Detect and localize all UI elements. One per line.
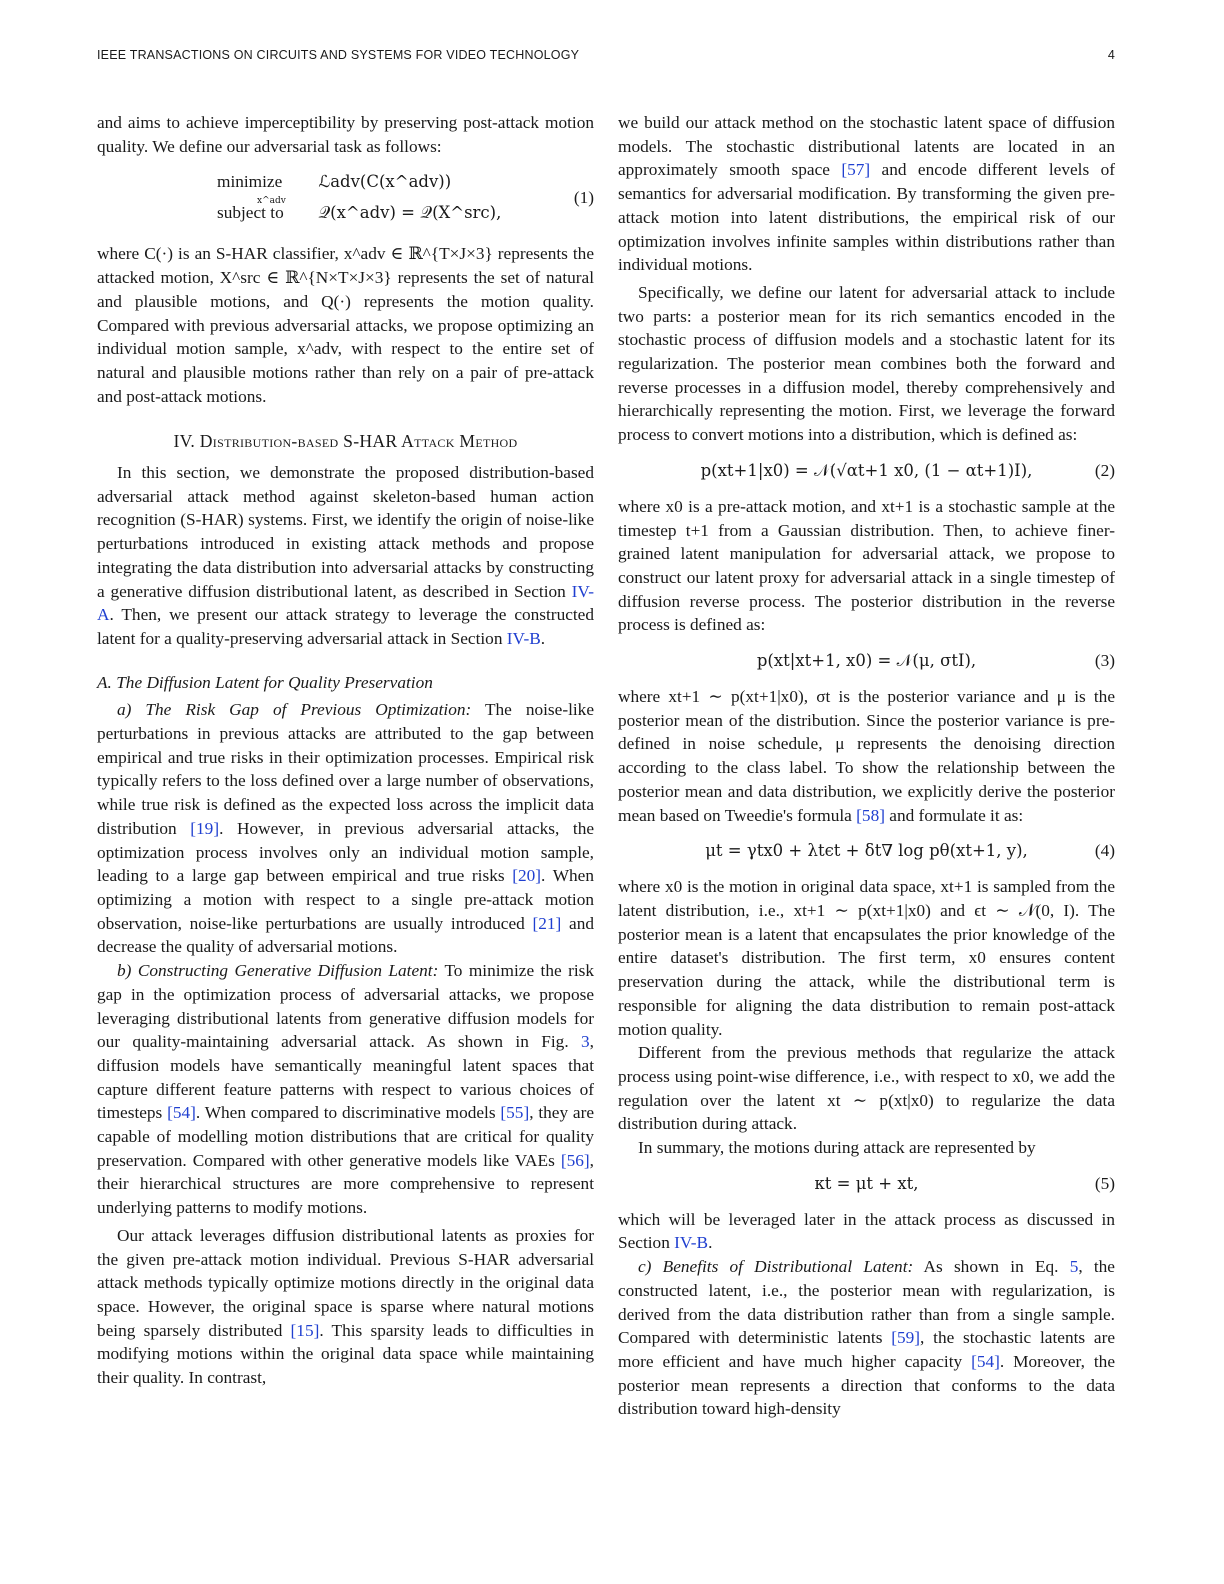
section-intro-paragraph <box>97 461 594 651</box>
where-paragraph: where C(·) is an S-HAR classifier, x^adv ∈ ℝ^{T×J×3} represents the attacked motion, X^src ∈ ℝ^{N×T×J×3} represents the set of natural and plausible motions, and Q(·) represents the motion quality. Compared with previous adversarial attacks, we propose optimizing an individual motion sample, x^adv, with respect to the entire set of natural and plausible motions rather than rely on a pair of pre-attack and post-attack motions. <box>97 244 594 406</box>
subsection-heading: A. The Diffusion Latent for Quality Preservation <box>97 672 433 692</box>
page-number: 4 <box>1107 48 1115 62</box>
equation-2 <box>618 459 1115 483</box>
eq1-min-subscript: x^adv <box>257 196 286 207</box>
regularization-paragraph: Different from the previous methods that regularize the attack process using point-wise difference, i.e., with respect to x0, we add the regulation over the latent xt ∼ p(xt|x0) to regularize the data distribution during attack. <box>618 1043 1115 1134</box>
section-heading: IV. Distribution-based S-HAR Attack Method <box>173 431 518 452</box>
text-run: , they are capable of modelling motion distributions that are critical for quality preservation. Compared with other generative models like VAEs <box>97 1103 594 1170</box>
citation-54-b[interactable]: [54] <box>971 1351 1000 1371</box>
eq5-body: κt = μt + xt, <box>814 1173 919 1193</box>
eq2-body: p(xt+1|x0) = 𝒩(√αt+1 x0, (1 − αt+1)I), <box>700 460 1033 480</box>
equation-4 <box>618 839 1115 863</box>
text-run: and decrease the quality of adversarial motions. <box>97 913 594 957</box>
eq1-number: (1) <box>573 188 594 208</box>
eq1-objective: ℒadv(C(x^adv)) <box>318 172 452 192</box>
right-column <box>618 111 1115 1421</box>
journal-title: IEEE TRANSACTIONS ON CIRCUITS AND SYSTEMS FOR VIDEO TECHNOLOGY <box>97 48 580 62</box>
citation-56[interactable]: [56] <box>560 1150 590 1170</box>
ref-section-iva[interactable]: IV-A <box>97 581 594 625</box>
text-run: , the constructed latent, i.e., the posterior mean with regularization, is derived from the data distribution rather than from a single sample. Compared with deterministic latents <box>618 1257 1115 1348</box>
forward-process-paragraph: where x0 is a pre-attack motion, and xt+1 is a stochastic sample at the timestep t+1 from a Gaussian distribution. Then, to achieve finer-grained latent manipulation for adversarial attack, we propose to construct our latent proxy for adversarial attack in a single timestep of diffusion reverse process. The posterior distribution in the reverse process is defined as: <box>618 496 1115 635</box>
citation-55[interactable]: [55] <box>500 1103 530 1123</box>
text-run: , the stochastic latents are more efficient and have much higher capacity <box>618 1328 1115 1371</box>
text-run: we build our attack method on the stochastic latent space of diffusion models. The stochastic distributional latents are located in an approximately smooth space <box>618 113 1115 180</box>
citation-21[interactable]: [21] <box>532 913 562 933</box>
attack-proxy-paragraph <box>97 1224 594 1390</box>
running-header <box>97 48 1115 66</box>
text-run: . This sparsity leads to difficulties in modifying motions within the original data space while maintaining their quality. In contrast, <box>97 1320 594 1388</box>
eq1-constraint: 𝒬(x^adv) = 𝒬(X^src), <box>318 203 502 223</box>
equation-3 <box>618 649 1115 673</box>
paragraph-heading: a) The Risk Gap of Previous Optimization: <box>117 700 472 720</box>
text-run: and formulate it as: <box>884 805 1024 825</box>
text-run: , diffusion models have semantically meaningful latent spaces that capture different feature patterns with respect to various choices of timesteps <box>97 1032 594 1123</box>
ref-equation-5[interactable]: 5 <box>1069 1257 1079 1277</box>
text-run: Our attack leverages diffusion distributional latents as proxies for the given pre-attack motion individual. Previous S-HAR adversarial attack methods typically optimize motions directly in the original data space. However, the original space is sparse where natural motions being sparsely distributed <box>97 1225 594 1340</box>
eq1-minimize-label: minimize <box>217 172 283 192</box>
ref-section-ivb-2[interactable]: IV-B <box>674 1233 709 1253</box>
eq3-body: p(xt|xt+1, x0) = 𝒩(μ, σtI), <box>756 651 977 671</box>
eq5-number: (5) <box>1094 1173 1115 1193</box>
equation-5 <box>618 1172 1115 1196</box>
risk-gap-paragraph <box>97 698 594 959</box>
eq3-number: (3) <box>1094 651 1115 671</box>
text-run: . Moreover, the posterior mean represents a direction that conforms to the data distribution toward high-density <box>618 1351 1115 1419</box>
text-run: . However, in previous adversarial attacks, the optimization process involves only an individual motion sample, leading to a large gap between empirical and true risks <box>97 818 595 886</box>
text-run: The noise-like perturbations in previous attacks are attributed to the gap between empirical and true risks in their optimization processes. Empirical risk typically refers to the loss defined over a large number of observations, while true risk is defined as the expected loss across the implicit data distribution <box>97 700 594 838</box>
latent-definition-paragraph: Specifically, we define our latent for adversarial attack to include two parts: a posterior mean for its rich semantics encoded in the stochastic process of diffusion models and a stochastic latent for its regularization. The posterior mean combines both the forward and reverse processes in a diffusion model, thereby comprehensively and hierarchically representing the motion. First, we leverage the forward process to convert motions into a distribution, which is defined as: <box>618 282 1115 445</box>
text-run: . Then, we present our attack strategy to leverage the constructed latent for a quality-preserving adversarial attack in Section <box>97 605 594 648</box>
citation-54[interactable]: [54] <box>167 1103 196 1123</box>
posterior-paragraph <box>618 685 1115 827</box>
equation-1 <box>97 168 594 232</box>
ref-section-ivb[interactable]: IV-B <box>506 628 541 648</box>
text-run: where xt+1 ∼ p(xt+1|x0), σt is the posterior variance and μ is the posterior mean of the distribution. Since the posterior variance is pre-defined in noise schedule, μ represents the denoising direction according to the class label. To show the relationship between the posterior mean and data distribution, we explicitly derive the posterior mean based on Tweedie's formula <box>618 687 1115 825</box>
text-run: To minimize the risk gap in the optimization process of adversarial attacks, we propose leveraging distributional latents from generative diffusion models for our quality-maintaining adversarial attack. As shown in Fig. <box>97 961 594 1052</box>
citation-58[interactable]: [58] <box>856 805 885 825</box>
latent-space-paragraph <box>618 111 1115 277</box>
eq4-number: (4) <box>1094 841 1115 861</box>
text-run: which will be leveraged later in the attack process as discussed in Section <box>618 1209 1115 1253</box>
text-run: In this section, we demonstrate the proposed distribution-based adversarial attack method against skeleton-based human action recognition (S-HAR) systems. First, we identify the origin of noise-like perturbations introduced in existing attack methods and propose integrating the data distribution into adversarial attacks by constructing a generative diffusion distributional latent, as described in Section <box>97 463 594 601</box>
intro-paragraph: and aims to achieve imperceptibility by preserving post-attack motion quality. We define our adversarial task as follows: <box>97 113 594 156</box>
citation-59[interactable]: [59] <box>891 1328 921 1348</box>
eq2-number: (2) <box>1094 460 1115 480</box>
text-run: , their hierarchical structures are more comprehensive to represent underlying patterns to modify motions. <box>97 1150 594 1218</box>
constructing-latent-paragraph <box>97 959 594 1220</box>
citation-20[interactable]: [20] <box>512 866 542 886</box>
citation-19[interactable]: [19] <box>190 818 220 838</box>
summary-paragraph: In summary, the motions during attack are represented by <box>638 1138 1036 1158</box>
citation-57[interactable]: [57] <box>841 160 871 180</box>
text-run: As shown in Eq. <box>913 1257 1070 1277</box>
text-run: and encode different levels of semantics for adversarial modification. By transforming the given pre-attack motion into latent distributions, the empirical risk of our optimization involves infinite samples within distributions rather than individual motions. <box>618 160 1115 275</box>
eq4-body: μt = γtx0 + λtϵt + δt∇ log pθ(xt+1, y), <box>705 841 1028 861</box>
text-run: . When compared to discriminative models <box>195 1103 501 1123</box>
text-run: . <box>708 1233 713 1253</box>
leverage-paragraph <box>618 1208 1115 1255</box>
citation-15[interactable]: [15] <box>290 1320 320 1340</box>
eq1-subject-label: subject to <box>217 203 284 223</box>
ref-figure-3[interactable]: 3 <box>581 1032 590 1052</box>
left-column <box>97 111 594 1390</box>
paragraph-heading: b) Constructing Generative Diffusion Latent: <box>117 961 439 981</box>
posterior-mean-paragraph: where x0 is the motion in original data space, xt+1 is sampled from the latent distribution, i.e., xt+1 ∼ p(xt+1|x0) and ϵt ∼ 𝒩(0, I). The posterior mean is a latent that encapsulates the prior knowledge of the entire dataset's distribution. The first term, x0 ensures content preservation during the attack, while the distributional term is responsible for aligning the data distribution to remain post-attack motion quality. <box>618 877 1115 1039</box>
benefits-paragraph <box>618 1255 1115 1421</box>
paragraph-heading: c) Benefits of Distributional Latent: <box>638 1257 914 1277</box>
text-run: . <box>540 628 546 648</box>
text-run: . When optimizing a motion with respect to a single pre-attack motion observation, noise-like perturbations are usually introduced <box>97 866 594 933</box>
